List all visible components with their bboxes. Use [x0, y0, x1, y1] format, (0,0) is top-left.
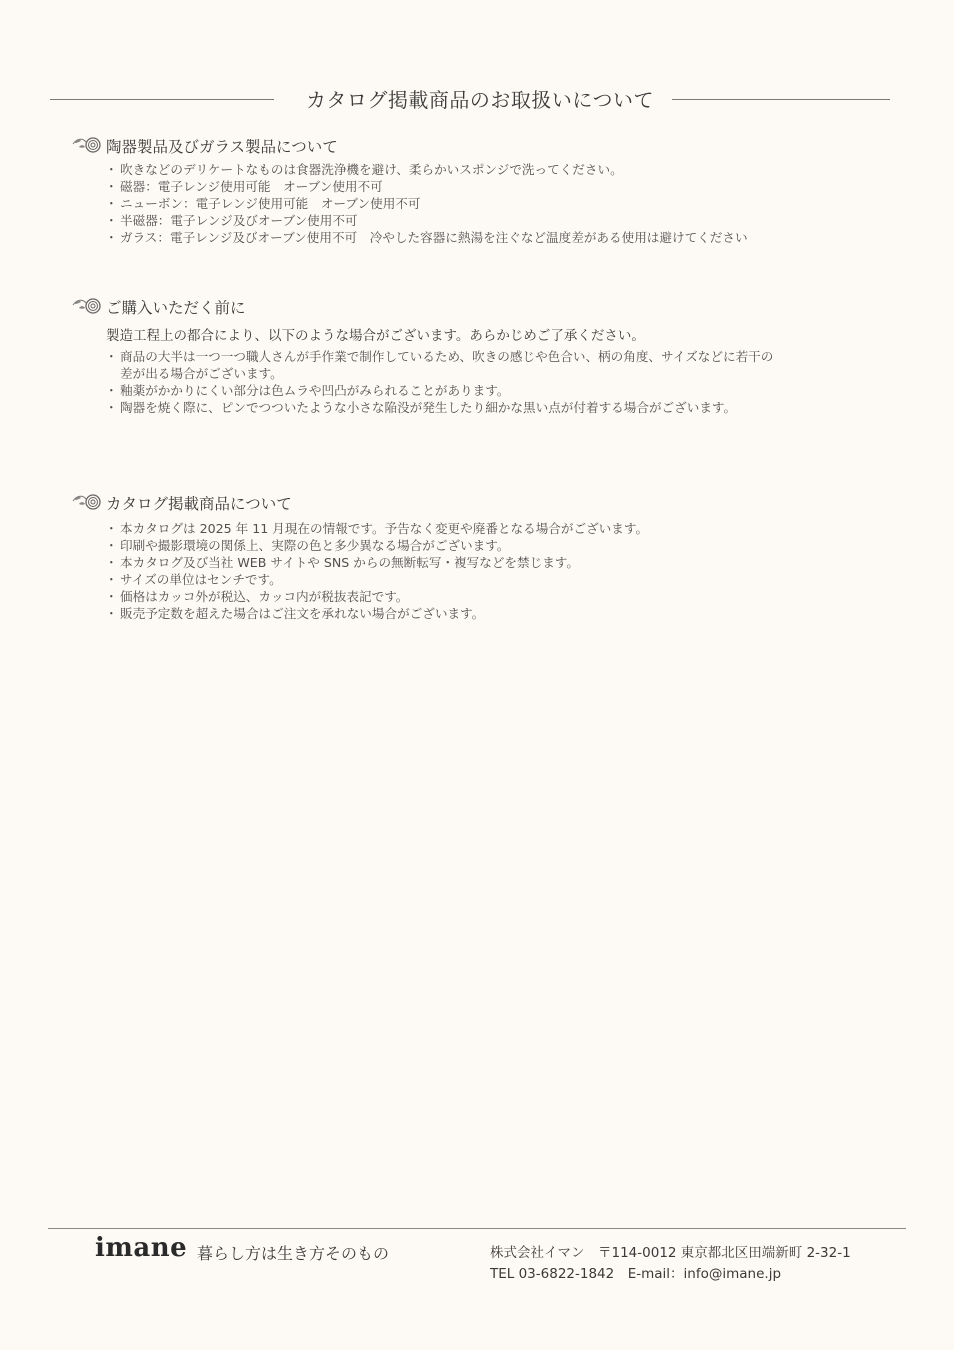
bullet: ・ — [105, 196, 118, 211]
title-rule-left — [50, 99, 274, 100]
list-item: ・ 釉薬がかかりにくい部分は色ムラや凹凸がみられることがあります。 — [105, 383, 510, 398]
brand-tagline: 暮らし方は生き方そのもの — [197, 1244, 390, 1263]
list-item: ・ 吹きなどのデリケートなものは食器洗浄機を避け、柔らかいスポンジで洗ってください。 — [105, 162, 623, 177]
list-item: ・ 商品の大半は一つ一つ職人さんが手作業で制作しているため、吹きの感じや色合い、柄の角度、サイズなどに若干の — [105, 349, 774, 364]
company-contact: TEL 03-6822-1842 E-mail：info@imane.jp — [490, 1266, 782, 1282]
rose-icon — [72, 491, 102, 513]
list-item: ・ 磁器：電子レンジ使用可能 オーブン使用不可 — [105, 179, 383, 194]
bullet: ・ — [105, 179, 118, 194]
list-item: ・ 本カタログ及び当社 WEB サイトや SNS からの無断転写・複写などを禁じます。 — [105, 555, 579, 570]
section-title: ご購入いただく前に — [106, 299, 246, 317]
list-item: ・ 販売予定数を超えた場合はご注文を承れない場合がございます。 — [105, 606, 485, 621]
list-item: ・ 印刷や撮影環境の関係上、実際の色と多少異なる場合がございます。 — [105, 538, 510, 553]
rose-icon — [72, 295, 102, 317]
item-list — [104, 161, 748, 246]
rose-icon — [72, 134, 102, 156]
list-item: ・ 陶器を焼く際に、ピンでつついたような小さな陥没が発生したり細かな黒い点が付着する場合がございます。 — [105, 400, 737, 415]
bullet: ・ — [105, 230, 118, 245]
bullet: ・ — [105, 383, 118, 398]
item-list — [104, 520, 648, 622]
bullet: ・ — [105, 213, 118, 228]
footer-divider — [48, 1228, 906, 1229]
bullet: ・ — [105, 400, 118, 415]
section-title: カタログ掲載商品について — [106, 495, 292, 513]
list-item: ・ サイズの単位はセンチです。 — [105, 572, 282, 587]
bullet: ・ — [105, 349, 118, 364]
bullet: ・ — [105, 555, 118, 570]
bullet: ・ — [105, 572, 118, 587]
section-title: 陶器製品及びガラス製品について — [106, 138, 338, 156]
bullet: ・ — [105, 538, 118, 553]
list-item-continuation: 差が出る場合がございます。 — [120, 366, 283, 381]
section-intro: 製造工程上の都合により、以下のような場合がございます。あらかじめご了承ください。 — [106, 328, 645, 344]
item-list — [104, 348, 773, 416]
bullet: ・ — [105, 606, 118, 621]
bullet: ・ — [105, 589, 118, 604]
list-item: ・ 半磁器：電子レンジ及びオーブン使用不可 — [105, 213, 358, 228]
brand-logo: imane — [95, 1233, 188, 1263]
page-header — [50, 84, 890, 116]
title-rule-right — [672, 99, 890, 100]
page-title: カタログ掲載商品のお取扱いについて — [305, 88, 655, 112]
list-item: ・ 価格はカッコ外が税込、カッコ内が税抜表記です。 — [105, 589, 409, 604]
bullet: ・ — [105, 521, 118, 536]
list-item: ・ 本カタログは 2025 年 11 月現在の情報です。予告なく変更や廃番となる場合がございます。 — [105, 521, 649, 536]
bullet: ・ — [105, 162, 118, 177]
list-item: ・ ニューボン：電子レンジ使用可能 オーブン使用不可 — [105, 196, 421, 211]
company-address: 株式会社イマン 〒114-0012 東京都北区田端新町 2-32-1 — [490, 1245, 851, 1261]
list-item: ・ ガラス：電子レンジ及びオーブン使用不可 冷やした容器に熱湯を注ぐなど温度差がある使用は避けてください — [105, 230, 748, 245]
